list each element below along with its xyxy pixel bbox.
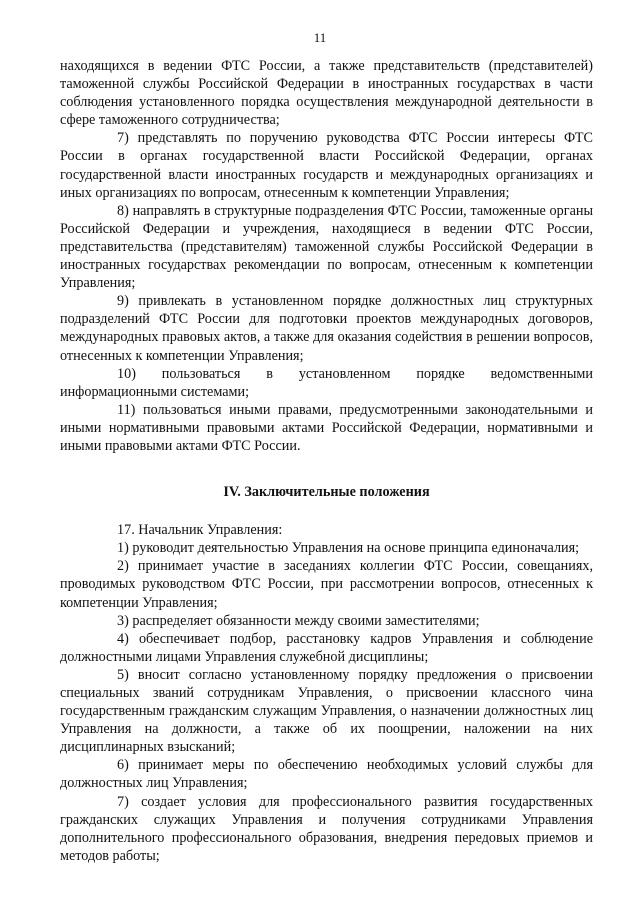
page-content [60, 57, 593, 865]
paragraph-item-10: 10) пользоваться в установленном порядке ведомственными информационными системами; [60, 365, 593, 400]
paragraph-head-item-5: 5) вносит согласно установленному порядку предложения о присвоении специальных званий сотрудникам Управления, о присвоении классного чина государственным гражданским служащим Управления, о назначении должностных лиц Управления на должности, а также об их поощрении, наложении на них дисциплинарных взысканий; [60, 666, 593, 756]
section-heading: IV. Заключительные положения [223, 484, 430, 501]
paragraph-item-8: 8) направлять в структурные подразделения ФТС России, таможенные органы Российской Федерации и учреждения, находящиеся в ведении ФТС России, представительства (представителям) таможенной службы Российской Федерации в иностранных государствах рекомендации по вопросам, отнесенным к компетенции Управления; [60, 202, 593, 292]
paragraph-item-11: 11) пользоваться иными правами, предусмотренными законодательными и иными нормативными правовыми актами Российской Федерации, нормативными и иными правовыми актами ФТС России. [60, 401, 593, 454]
paragraph-item-9: 9) привлекать в установленном порядке должностных лиц структурных подразделений ФТС России для подготовки проектов международных договоров, международных правовых актов, а также для оказания содействия в решении вопросов, отнесенных к компетенции Управления; [60, 293, 593, 364]
paragraph-head-item-2: 2) принимает участие в заседаниях коллегии ФТС России, совещаниях, проводимых руководством ФТС России, при рассмотрении вопросов, отнесенных к компетенции Управления; [60, 558, 593, 611]
paragraph-head-item-1: 1) руководит деятельностью Управления на основе принципа единоначалия; [117, 540, 580, 557]
paragraph-item-7: 7) представлять по поручению руководства ФТС России интересы ФТС России в органах государственной власти Российской Федерации, органах государственной власти иностранных государств и международных организациях и иных организациях по вопросам, отнесенным к компетенции Управления; [60, 130, 593, 201]
paragraph-head-item-4: 4) обеспечивает подбор, расстановку кадров Управления и соблюдение должностными лицами Управления служебной дисциплины; [60, 630, 593, 665]
paragraph-clause-17: 17. Начальник Управления: [117, 522, 283, 539]
paragraph-head-item-6: 6) принимает меры по обеспечению необходимых условий службы для должностных лиц Управления; [60, 757, 593, 792]
page-number: 11 [313, 30, 327, 45]
paragraph-continuation: находящихся в ведении ФТС России, а также представительств (представителей) таможенной службы Российской Федерации в иностранных государствах в части соблюдения установленного порядка осуществления международной деятельности в сфере таможенного сотрудничества; [60, 58, 593, 129]
paragraph-head-item-7: 7) создает условия для профессионального развития государственных гражданских служащих Управления и получения сотрудниками Управления дополнительного профессионального образования, внедрения передовых приемов и методов работы; [60, 793, 593, 864]
paragraph-head-item-3: 3) распределяет обязанности между своими заместителями; [117, 612, 480, 629]
